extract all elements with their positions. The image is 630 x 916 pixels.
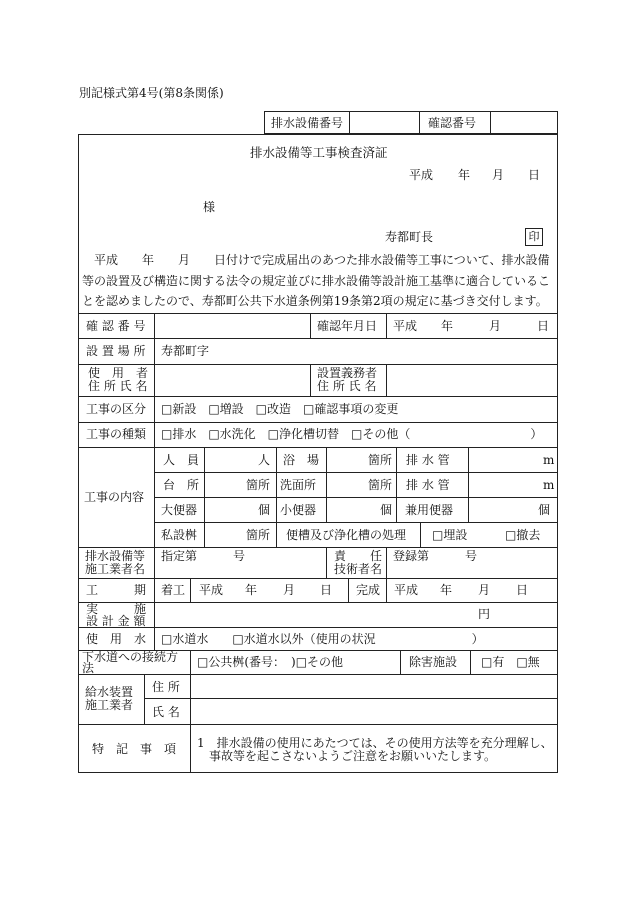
end-month: 月 (478, 583, 491, 597)
sewer-connection-label: 下水道への接続方法 (82, 650, 179, 675)
work-class-options[interactable]: □新設 □増設 □改造 □確認事項の変更 (161, 402, 399, 416)
start-year: 年 (245, 583, 258, 597)
removal-facility-label: 除害施設 (409, 655, 458, 669)
content-dual-toilet-label: 兼用便器 (405, 503, 454, 517)
location-value: 寿都町字 (161, 344, 210, 358)
obligor-label-line1: 設置義務者 (317, 366, 378, 380)
start-day: 日 (320, 583, 333, 597)
supply-address-label: 住 所 (152, 680, 180, 694)
content-toilet-unit: 個 (258, 503, 271, 517)
drainage-number-label: 排水設備番号 (271, 116, 344, 130)
end-year: 年 (440, 583, 453, 597)
content-dual-toilet-unit: 個 (538, 503, 551, 517)
content-drainpipe2-unit: m (543, 478, 555, 492)
confirm-number-label: 確認番号 (428, 116, 477, 130)
removal-facility-options[interactable]: □有 □無 (481, 655, 540, 669)
content-remove-option[interactable]: □撤去 (505, 528, 541, 542)
supply-contractor-label-line2: 施工業者 (85, 698, 134, 712)
start-month: 月 (283, 583, 296, 597)
end-era: 平成 (394, 583, 419, 597)
issue-date-month: 月 (492, 168, 505, 182)
sewer-connection-options[interactable]: □公共桝(番号： )□その他 (197, 655, 344, 669)
work-type-options[interactable]: □排水 □水洗化 □浄化槽切替 □その他（ ） (161, 427, 543, 441)
work-type-label: 工事の種類 (86, 427, 147, 441)
content-drainpipe1-unit: m (543, 453, 555, 467)
cost-label-line1: 実 施 (86, 602, 147, 616)
confirm-date-year: 年 (441, 319, 454, 333)
content-private-basin-label: 私設桝 (161, 528, 198, 542)
start-label: 着工 (161, 583, 186, 597)
end-label: 完成 (356, 583, 381, 597)
content-kitchen-unit: 箇所 (246, 478, 271, 492)
certificate-title: 排水設備等工事検査済証 (250, 145, 388, 160)
supply-contractor-label-line1: 給水装置 (85, 685, 134, 699)
obligor-label-line2: 住 所 氏 名 (317, 379, 377, 393)
content-urinal-label: 小便器 (280, 503, 317, 517)
addressee-suffix: 様 (203, 200, 216, 214)
user-label-line1: 使 用 者 (88, 366, 149, 380)
content-urinal-unit: 個 (380, 503, 393, 517)
cost-label-line2: 設 計 金 額 (86, 614, 146, 628)
period-label: 工 期 (86, 583, 147, 597)
content-drainpipe2-label: 排 水 管 (406, 478, 450, 492)
engineer-label-line2: 技術者名 (334, 562, 383, 576)
issuer-name: 寿都町長 (385, 230, 434, 244)
content-washroom-label: 洗面所 (280, 478, 317, 492)
content-drainpipe1-label: 排 水 管 (406, 453, 450, 467)
content-septic-label: 便槽及び浄化槽の処理 (286, 528, 407, 542)
remarks-text-line1: 1 排水設備の使用にあたつては、その使用方法等を充分理解し、 (197, 736, 553, 750)
form-label: 別記様式第4号(第8条関係) (79, 86, 224, 100)
content-bury-option[interactable]: □埋設 (432, 528, 468, 542)
content-toilet-label: 大便器 (161, 503, 198, 517)
start-era: 平成 (199, 583, 224, 597)
content-persons-label: 人 員 (163, 453, 200, 467)
content-kitchen-label: 台 所 (163, 478, 200, 492)
certificate-body-text: 平成 年 月 日付けで完成届出のあつた排水設備等工事について、排水設備等の設置及び構造に関する法令の規定並びに排水設備等設計施工基準に適合していることを認めましたので、寿都町公共下水道条例第19条第2項の規定に基づき交付します。 (82, 253, 551, 308)
content-private-basin-unit: 箇所 (246, 528, 271, 542)
confirm-date-day: 日 (537, 319, 550, 333)
content-bath-unit: 箇所 (368, 453, 393, 467)
contractor-label-line1: 排水設備等 (85, 549, 146, 563)
issue-date-day: 日 (528, 168, 541, 182)
work-class-label: 工事の区分 (86, 402, 147, 416)
issue-date-era: 平成 (409, 168, 434, 182)
remarks-text-line2: 事故等を起こさないようご注意をお願いいたします。 (209, 749, 497, 763)
confirm-date-era: 平成 (393, 319, 418, 333)
user-label-line2: 住 所 氏 名 (88, 379, 148, 393)
content-bath-label: 浴 場 (283, 453, 320, 467)
supply-name-label: 氏 名 (152, 705, 180, 719)
content-persons-unit: 人 (258, 453, 271, 467)
seal-mark: 印 (525, 228, 543, 246)
cost-unit: 円 (478, 607, 491, 621)
contractor-label-line2: 施工業者名 (85, 562, 146, 576)
location-label: 設 置 場 所 (86, 344, 146, 358)
content-washroom-unit: 箇所 (368, 478, 393, 492)
end-day: 日 (516, 583, 529, 597)
issue-date-year: 年 (458, 168, 471, 182)
confirm-number-row-label: 確 認 番 号 (86, 319, 146, 333)
remarks-label: 特 記 事 項 (92, 742, 177, 756)
work-content-label: 工事の内容 (84, 490, 145, 504)
water-label: 使 用 水 (86, 632, 147, 646)
water-options[interactable]: □水道水 □水道水以外（使用の状況 ） (161, 632, 484, 646)
confirm-date-label: 確認年月日 (317, 319, 378, 333)
engineer-label-line1: 責 任 (334, 549, 383, 563)
designated-number: 指定第 号 (161, 549, 246, 563)
confirm-date-month: 月 (489, 319, 502, 333)
registered-number: 登録第 号 (393, 549, 478, 563)
